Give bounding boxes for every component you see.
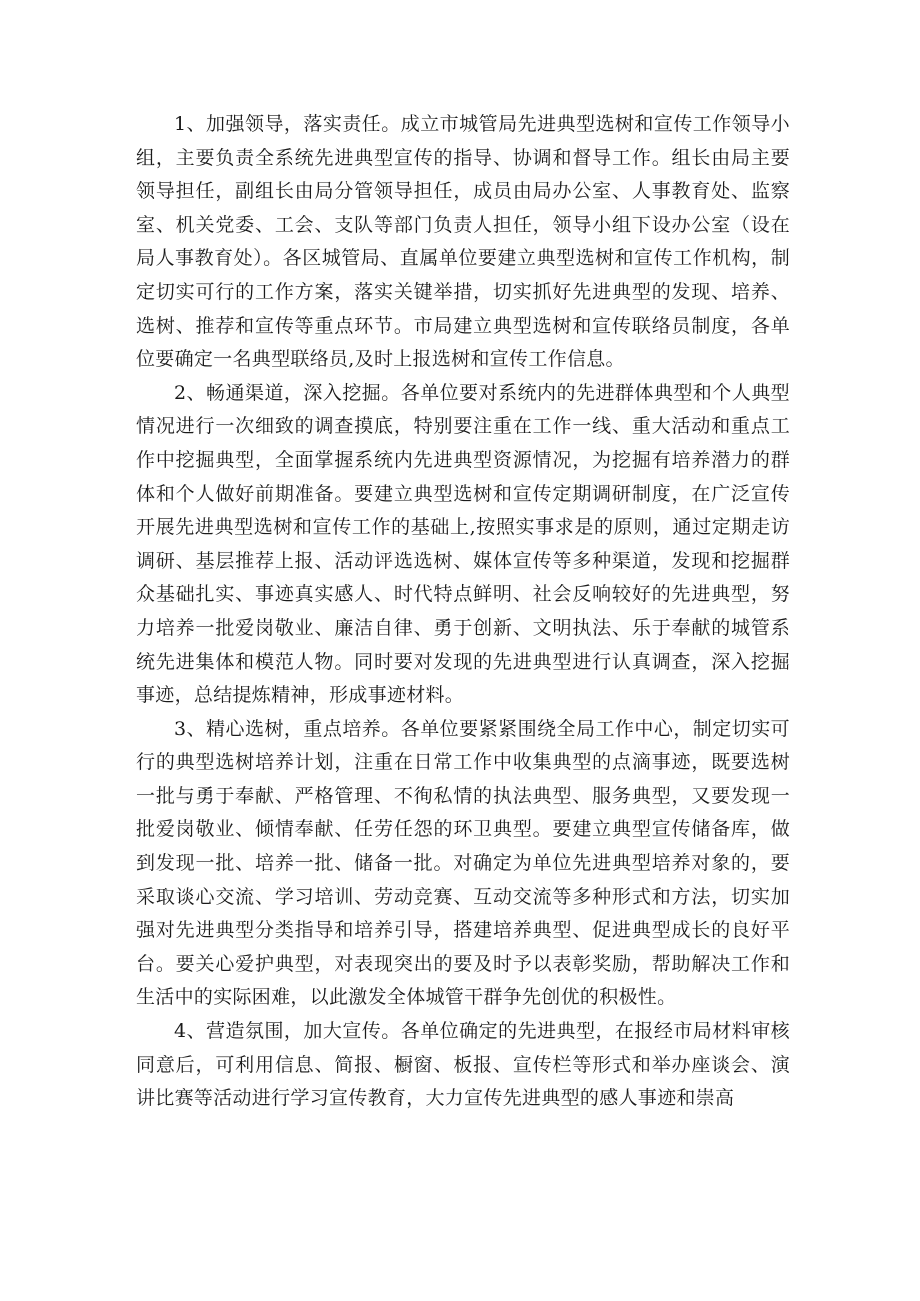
paragraph-selection: 3、精心选树，重点培养。各单位要紧紧围绕全局工作中心，制定切实可行的典型选树培养计划，注重在日常工作中收集典型的点滴事迹，既要选树一批与勇于奉献、严格管理、不徇私情的执法典型、服务典型，又要发现一批爱岗敬业、倾情奉献、任劳任怨的环卫典型。要建立典型宣传储备库，做到发现一批、培养一批、储备一批。对确定为单位先进典型培养对象的，要采取谈心交流、学习培训、劳动竞赛、互动交流等多种形式和方法，切实加强对先进典型分类指导和培养引导，搭建培养典型、促进典型成长的良好平台。要关心爱护典型，对表现突出的要及时予以表彰奖励，帮助解决工作和生活中的实际困难，以此激发全体城管干群争先创优的积极性。 — [136, 717, 790, 1009]
paragraph-channels: 2、畅通渠道，深入挖掘。各单位要对系统内的先进群体典型和个人典型情况进行一次细致的调查摸底，特别要注重在工作一线、重大活动和重点工作中挖掘典型，全面掌握系统内先进典型资源情况，为挖掘有培养潜力的群体和个人做好前期准备。要建立典型选树和宣传定期调研制度，在广泛宣传开展先进典型选树和宣传工作的基础上,按照实事求是的原则，通过定期走访调研、基层推荐上报、活动评选选树、媒体宣传等多种渠道，发现和挖掘群众基础扎实、事迹真实感人、时代特点鲜明、社会反响较好的先进典型，努力培养一批爱岗敬业、廉洁自律、勇于创新、文明执法、乐于奉献的城管系统先进集体和模范人物。同时要对发现的先进典型进行认真调查，深入挖掘事迹，总结提炼精神，形成事迹材料。 — [136, 381, 790, 707]
paragraph-leadership: 1、加强领导，落实责任。成立市城管局先进典型选树和宣传工作领导小组，主要负责全系统先进典型宣传的指导、协调和督导工作。组长由局主要领导担任，副组长由局分管领导担任，成员由局办公室、人事教育处、监察室、机关党委、工会、支队等部门负责人担任，领导小组下设办公室（设在局人事教育处）。各区城管局、直属单位要建立典型选树和宣传工作机构，制定切实可行的工作方案，落实关键举措，切实抓好先进典型的发现、培养、选树、推荐和宣传等重点环节。市局建立典型选树和宣传联络员制度，各单位要确定一名典型联络员,及时上报选树和宣传工作信息。 — [136, 113, 790, 371]
document-body — [136, 108, 790, 1116]
paragraph-publicity: 4、营造氛围，加大宣传。各单位确定的先进典型，在报经市局材料审核同意后，可利用信息、简报、橱窗、板报、宣传栏等形式和举办座谈会、演讲比赛等活动进行学习宣传教育，大力宣传先进典型的感人事迹和崇高 — [136, 1020, 790, 1110]
